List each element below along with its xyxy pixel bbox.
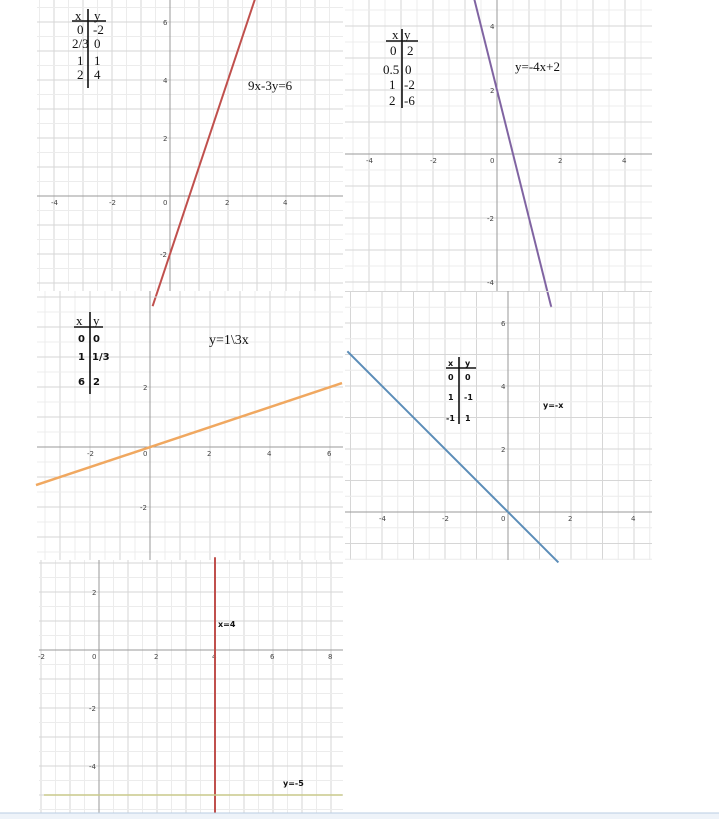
panel-1-table-x: 2/3 [72,36,89,51]
y-tick-label: 2 [490,87,495,95]
y-tick-label: 4 [490,23,495,31]
x-tick-label: 4 [631,515,636,523]
x-tick-label: 2 [225,199,230,207]
x-tick-label: 2 [558,157,563,165]
page-bottom-strip [0,813,719,819]
y-tick-label: -2 [160,251,167,259]
panel-4-table-y: 0 [465,373,471,382]
x-tick-label: 4 [622,157,627,165]
x-tick-label: 6 [327,450,332,458]
panel-3-table-y: 0 [93,334,100,345]
y-tick-label: -2 [89,705,96,713]
panel-4-table-x: -1 [446,414,455,423]
y-tick-label: 2 [501,446,506,454]
panel-4-grid [345,291,652,560]
y-tick-label: 4 [501,383,506,391]
x-tick-label: -2 [87,450,94,458]
panel-1 [37,0,343,306]
panel-2-table-y: -6 [404,93,415,108]
panel-2-table-header-x: x [392,27,399,42]
y-tick-label: 2 [163,135,168,143]
panel-4-table-x: 0 [448,373,454,382]
x-tick-label: -4 [51,199,58,207]
x-tick-label: -2 [109,199,116,207]
panel-4 [345,291,652,562]
x-tick-label: -2 [38,653,45,661]
x-tick-label: 2 [568,515,573,523]
panel-5 [38,557,343,818]
x-tick-label: -4 [379,515,386,523]
panel-4-line [347,351,558,562]
x-tick-label: 6 [270,653,275,661]
panel-2-equation: y=-4x+2 [515,59,560,74]
panel-1-table-y: -2 [93,22,104,37]
panel-5-equation-x: x=4 [218,620,236,629]
panel-5-grid [39,560,343,813]
panel-2-table-x: 1 [389,77,396,92]
panel-1-table-y: 4 [94,67,101,82]
panel-4-equation: y=-x [543,401,564,410]
panel-1-table-y: 0 [94,36,101,51]
panel-2-table-y: 0 [405,62,412,77]
panel-2-table-y: -2 [404,77,415,92]
x-tick-label: 2 [154,653,159,661]
x-tick-label: -2 [430,157,437,165]
y-tick-label: 6 [501,320,506,328]
x-tick-label: 4 [212,653,217,661]
panel-3-table-x: 0 [78,334,85,345]
y-tick-label: 2 [92,589,97,597]
y-tick-label: 2 [143,384,148,392]
panel-1-table-header-y: y [94,8,101,23]
x-tick-label: -4 [366,157,373,165]
x-tick-label: 4 [267,450,272,458]
panel-2-table-x: 0 [390,43,397,58]
panel-2-table-x: 2 [389,93,396,108]
panel-4-table-y: 1 [465,414,471,423]
x-tick-label: -2 [442,515,449,523]
x-tick-label: 8 [328,653,333,661]
y-tick-label: -4 [487,279,494,287]
y-tick-label: -2 [140,504,147,512]
panel-1-equation: 9x-3y=6 [248,78,293,93]
y-tick-label: -2 [487,215,494,223]
panel-1-table-y: 1 [94,53,101,68]
panel-1-table-x: 0 [77,22,84,37]
x-tick-label: 4 [283,199,288,207]
x-tick-label: 0 [92,653,97,661]
panel-3 [36,291,343,560]
panel-4-table-y: -1 [464,393,473,402]
panel-3-table [74,312,110,394]
panel-3-table-header-y: y [93,313,100,328]
panel-3-table-y: 2 [93,377,100,388]
panel-2-table-y: 2 [407,43,414,58]
panel-1-table [72,8,106,88]
panel-1-table-header-x: x [75,8,82,23]
panel-5-equation-y: y=-5 [283,779,304,788]
panel-3-table-y: 1/3 [92,352,110,363]
x-tick-label: 0 [490,157,495,165]
x-tick-label: 0 [163,199,168,207]
panel-3-table-x: 6 [78,377,85,388]
panel-3-grid [37,291,343,560]
panel-4-table-header-y: y [465,359,471,368]
panel-3-equation: y=1\3x [209,333,249,348]
panel-4-table-header-x: x [448,359,454,368]
y-tick-label: -4 [89,763,96,771]
panel-2-table-header-y: y [404,27,411,42]
panel-1-table-x: 1 [77,53,84,68]
panel-1-table-x: 2 [77,67,84,82]
panel-3-line [36,383,342,485]
panel-2 [345,0,652,308]
panel-2-table-x: 0.5 [383,62,400,77]
x-tick-label: 2 [207,450,212,458]
y-tick-label: 4 [163,77,168,85]
panel-3-table-header-x: x [76,313,83,328]
x-tick-label: 0 [143,450,148,458]
x-tick-label: 0 [501,515,506,523]
panel-4-table-x: 1 [448,393,454,402]
panel-5-ticks [38,589,332,771]
y-tick-label: 6 [163,19,168,27]
panel-3-table-x: 1 [78,352,85,363]
